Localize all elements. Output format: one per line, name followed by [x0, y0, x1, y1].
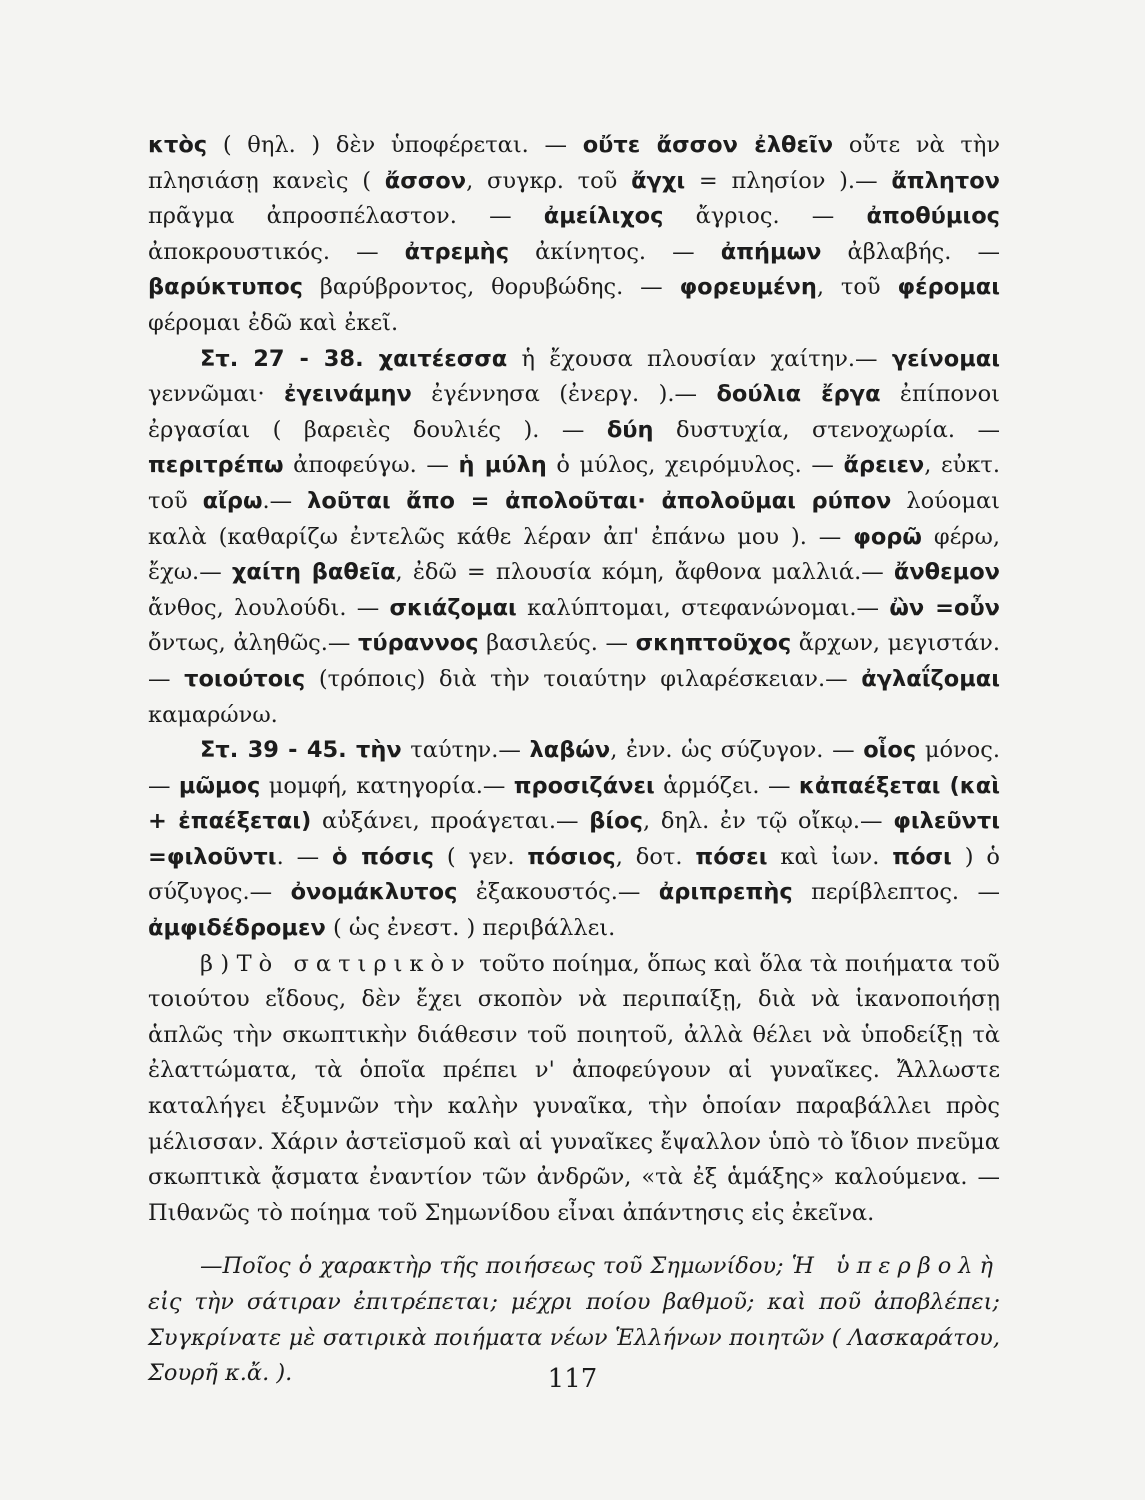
gloss-definition: ( γεν. [433, 843, 528, 870]
page-number: 117 [547, 1364, 598, 1394]
gloss-term: Στ. 39 - 45. [200, 737, 356, 764]
gloss-definition: , τοῦ [816, 274, 898, 301]
gloss-definition: μόνος. — [148, 737, 1000, 799]
gloss-term: ὀνομάκλυτος [290, 879, 458, 906]
gloss-term: χαίτη βαθεῖα [231, 559, 396, 586]
gloss-definition: ἄνθος, λουλούδι. — [148, 594, 390, 621]
gloss-definition: ἄγριος. — [663, 203, 867, 230]
gloss-term: οὔτε ἄσσον ἐλθεῖν [582, 132, 834, 158]
gloss-term: ἀπήμων [720, 238, 822, 265]
gloss-term: φέρομαι [897, 274, 1000, 301]
gloss-definition: (τρόποις) διὰ τὴν τοιαύτην φιλαρέσκειαν.— [305, 665, 862, 692]
gloss-term: ἀγλαΐζομαι [861, 665, 1001, 692]
gloss-term: ἄρειεν [843, 452, 925, 479]
gloss-term: πόσει [695, 843, 768, 870]
gloss-term: λοῦται ἄπο = ἀπολοῦται· ἀπολοῦμαι ρύπον [307, 487, 892, 514]
gloss-definition: καλύπτομαι, στεφανώνομαι.— [516, 594, 890, 621]
gloss-term: οἷος [863, 737, 917, 764]
gloss-definition: ( θηλ. ) δὲν ὑποφέρεται. — [207, 132, 583, 158]
gloss-definition: , συγκρ. τοῦ [466, 167, 632, 194]
gloss-definition: ἀποφεύγω. — [283, 452, 459, 479]
gloss-definition: ἀποκρουστικός. — [148, 238, 405, 265]
gloss-definition: ἡ ἔχουσα πλουσίαν χαίτην.— [507, 345, 892, 372]
gloss-term: ἀριπρεπὴς [658, 879, 793, 906]
gloss-definition: ἄρχων, μεγιστάν.— [148, 630, 1000, 692]
gloss-definition: λούομαι καλὰ (καθαρίζω ἐντελῶς κάθε λέραν ἀπ' ἐπάνω μου ). — [148, 487, 1000, 550]
gloss-definition: ἁρμόζει. — [654, 772, 799, 799]
gloss-term: τὴν [355, 737, 402, 764]
gloss-definition: ἀκίνητος. — [509, 238, 721, 265]
gloss-definition: , ἐδῶ = πλουσία κόμη, ἄφθονα μαλλιά.— [395, 559, 894, 586]
gloss-term: ἄπλητον [891, 167, 1000, 194]
gloss-term: σκηπτοῦχος [635, 630, 792, 657]
gloss-definition: ἐγέννησα (ἐνεργ. ).— [411, 381, 717, 408]
section-39-45-paragraph [148, 733, 1000, 947]
gloss-term: δύη [606, 416, 654, 443]
question-spaced-term: Ἡ ὑπερβολὴ [791, 1253, 1000, 1280]
gloss-definition: οὔτε νὰ τὴν πλησιάσῃ κανεὶς ( [148, 132, 1001, 194]
gloss-definition: . — [276, 843, 333, 870]
gloss-term: Στ. 27 - 38. [200, 345, 379, 372]
gloss-definition: φέρομαι ἐδῶ καὶ ἐκεῖ. [148, 309, 399, 336]
gloss-definition: , εὐκτ. τοῦ [148, 452, 1000, 514]
gloss-definition: γεννῶμαι· [148, 381, 284, 408]
gloss-definition: ἐξακουστός.— [457, 879, 659, 906]
gloss-definition: αὐξάνει, προάγεται.— [311, 808, 590, 835]
gloss-term: σκιάζομαι [389, 594, 517, 621]
gloss-definition: ( ὡς ἐνεστ. ) περιβάλλει. [325, 915, 616, 942]
gloss-definition: φέρω, ἔχω.— [148, 523, 1000, 586]
gloss-term: πόσιος [527, 843, 616, 870]
para-b-prefix: β ) [200, 950, 237, 977]
gloss-definition: καμαρώνω. [148, 701, 278, 728]
gloss-definition: βαρύβροντος, θορυβώδης. — [303, 274, 680, 301]
gloss-term: μῶμος [178, 772, 261, 799]
gloss-definition: δυστυχία, στενοχωρία. — [653, 416, 1000, 443]
gloss-definition: πρᾶγμα ἀπροσπέλαστον. — [148, 203, 544, 230]
gloss-definition: μομφή, κατηγορία.— [260, 772, 514, 799]
gloss-term: ἀμείλιχος [543, 203, 664, 230]
gloss-term: δούλια ἔργα [716, 381, 881, 408]
gloss-definition: ἐπίπονοι ἐργασίαι ( βαρειὲς δουλιές ). — [148, 381, 1000, 443]
gloss-term: τοιούτοις [184, 665, 306, 692]
gloss-term: ἀτρεμὴς [404, 238, 510, 265]
gloss-term: πόσι [892, 843, 952, 870]
gloss-term: βαρύκτυπος [148, 274, 303, 301]
gloss-term: ἄσσον [384, 167, 467, 194]
gloss-definition: , δοτ. [615, 843, 696, 870]
glossary-paragraph [148, 128, 1000, 342]
gloss-definition: ταύτην.— [401, 737, 530, 764]
gloss-definition: ὄντως, ἀληθῶς.— [148, 630, 359, 657]
para-b-text: τοῦτο ποίημα, ὅπως καὶ ὅλα τὰ ποιήματα τοῦ τοιούτου εἴδους, δὲν ἔχει σκοπὸν νὰ περιπαίξῃ, διὰ νὰ ἱκανοποιήσῃ ἁπλῶς τὴν σκωπτικὴν διάθεσιν τοῦ ποιητοῦ, ἀλλὰ θέλει νὰ ὑποδείξῃ τὰ ἐλαττώματα, τὰ ὁποῖα πρέπει ν' ἀποφεύγουν αἱ γυναῖκες. Ἄλλωστε καταλήγει ἐξυμνῶν τὴν καλὴν γυναῖκα, τὴν ὁποίαν παραβάλλει πρὸς μέλισσαν. Χάριν ἀστεϊσμοῦ καὶ αἱ γυναῖκες ἔψαλλον ὑπὸ τὸ ἴδιον πνεῦμα σκωπτικὰ ᾄσματα ἐναντίον τῶν ἀνδρῶν, «τὰ ἐξ ἁμάξης» καλούμενα. — Πιθανῶς τὸ ποίημα τοῦ Σημωνίδου εἶναι ἀπάντησις εἰς ἐκεῖνα. [148, 950, 1000, 1226]
gloss-definition: = πλησίον ).— [685, 167, 892, 194]
question-part2: εἰς τὴν σάτιραν ἐπιτρέπεται; μέχρι ποίου βαθμοῦ; καὶ ποῦ ἀποβλέπει; Συγκρίνατε μὲ σατιρικὰ ποιήματα νέων Ἑλλήνων ποιητῶν ( Λασκαράτου, Σουρῆ κ.ἄ. ). [148, 1289, 1000, 1387]
gloss-definition: καὶ ἰων. [767, 843, 893, 870]
gloss-definition: .— [262, 487, 308, 514]
question-part1: —Ποῖος ὁ χαρακτὴρ τῆς ποιήσεως τοῦ Σημωνίδου; [200, 1253, 792, 1280]
gloss-term: ἡ μύλη [458, 452, 547, 479]
gloss-term: γείνομαι [891, 345, 1000, 372]
gloss-term: φορευμένη [679, 274, 817, 301]
gloss-term: κτὸς [148, 132, 208, 158]
gloss-term: φιλεῦντι =φιλοῦντι [148, 808, 1001, 870]
satire-commentary-paragraph [148, 947, 1000, 1232]
section-27-38-paragraph [148, 342, 1000, 734]
gloss-term: ἀποθύμιος [866, 203, 1000, 230]
gloss-definition: βασιλεύς. — [478, 630, 636, 657]
para-b-spaced-term: Τὸ σατιρικὸν [236, 950, 472, 977]
gloss-term: ἀμφιδέδρομεν [148, 915, 326, 942]
gloss-term: τύραννος [358, 630, 479, 657]
gloss-term: ὢν =οὖν [889, 594, 1000, 621]
gloss-term: ἄγχι [631, 167, 686, 194]
gloss-term: αἴρω [202, 487, 263, 514]
gloss-definition: ὁ μύλος, χειρόμυλος. — [546, 452, 844, 479]
gloss-term: λαβών [529, 737, 611, 764]
gloss-definition: περίβλεπτος. — [792, 879, 1001, 906]
gloss-definition: , δηλ. ἐν τῷ οἴκῳ.— [642, 808, 894, 835]
gloss-term: βίος [589, 808, 643, 835]
gloss-term: προσιζάνει [513, 772, 655, 799]
gloss-term: φορῶ [853, 523, 922, 550]
gloss-term: χαιτέεσσα [378, 345, 508, 372]
gloss-definition: ) ὁ σύζυγος.— [148, 843, 1000, 906]
gloss-term: ἄνθεμον [893, 559, 1000, 586]
gloss-term: ὁ πόσις [332, 843, 434, 870]
gloss-term: ἐγεινάμην [284, 381, 412, 408]
gloss-term: περιτρέπω [148, 452, 284, 479]
gloss-term: κἀπαέξεται (καὶ + ἐπαέξεται) [148, 772, 1001, 835]
page-body [148, 128, 1000, 1392]
gloss-definition: , ἐνν. ὡς σύζυγον. — [610, 737, 864, 764]
gloss-definition: ἀβλαβής. — [821, 238, 1000, 265]
